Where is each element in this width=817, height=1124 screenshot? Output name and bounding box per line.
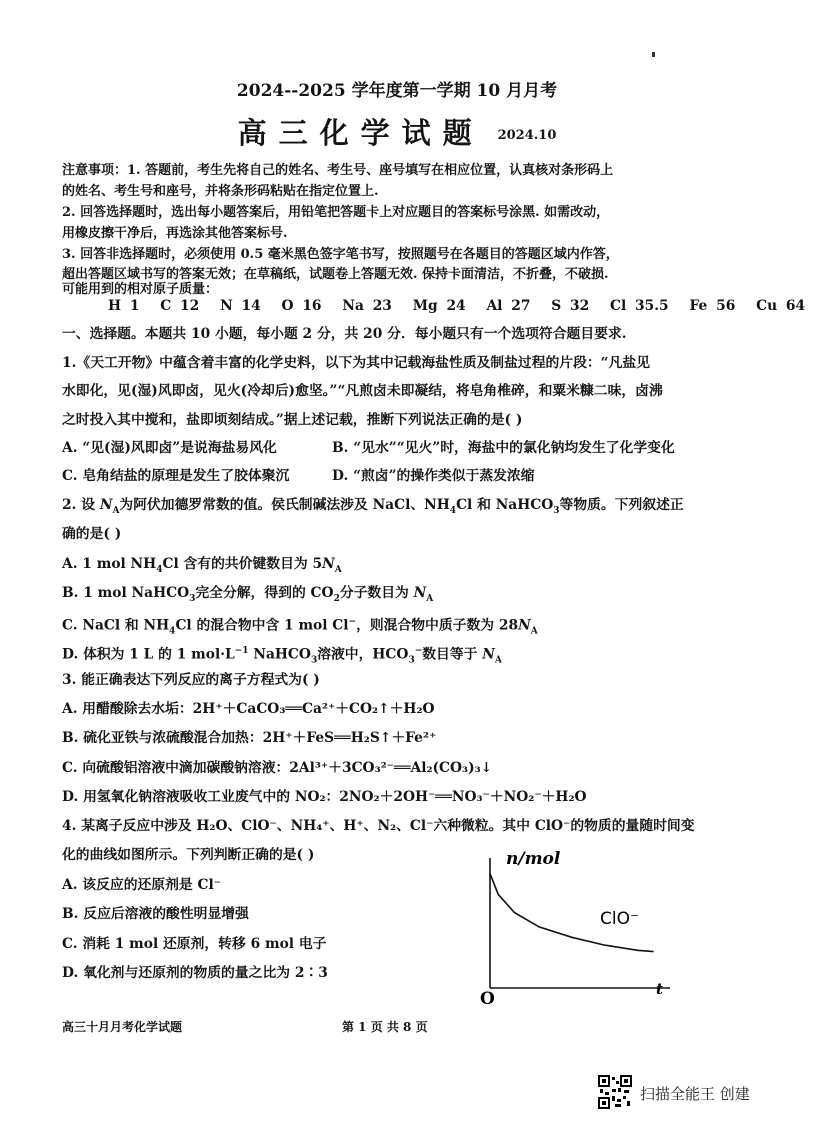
q3-line-1: 3. 能正确表达下列反应的离子方程式为( ) [62, 672, 320, 688]
notice-line-3: 2. 回答选择题时，选出每小题答案后，用铅笔把答题卡上对应题目的答案标号涂黑. 如需改动， [62, 205, 610, 220]
q2d-text: 溶液中，HCO [317, 646, 409, 663]
exam-title: 2024--2025 学年度第一学期 10 月月考 [236, 81, 558, 101]
q4-option-c: C. 消耗 1 mol 还原剂，转移 6 mol 电子 [62, 936, 327, 952]
notice-line-5: 3. 回答非选择题时，必须使用 0.5 毫米黑色签字笔书写，按照题号在各题目的答题区域内作答， [62, 247, 619, 262]
notice-line-1: 注意事项：1. 答题前，考生先将自己的姓名、考生号、座号填写在相应位置，认真核对条形码上 [62, 163, 614, 178]
footer-subject: 高三十月月考化学试题 [62, 1020, 183, 1034]
q2-line-1 [62, 495, 742, 521]
q1-option-d: D. “煎卤”的操作类似于蒸发浓缩 [332, 468, 535, 484]
paper-date: 2024.10 [497, 128, 557, 143]
mass-fe: Fe 56 [689, 298, 736, 314]
q3-option-d: D. 用氢氧化钠溶液吸收工业废气中的 NO₂：2NO₂＋2OH⁻══NO₃⁻＋NO₂⁻＋H₂O [62, 789, 587, 805]
q1-options-ab [62, 438, 742, 458]
q4-line-1: 4. 某离子反应中涉及 H₂O、ClO⁻、NH₄⁺、H⁺、N₂、Cl⁻六种微粒。其中 ClO⁻的物质的量随时间变 [62, 818, 695, 834]
q2d-sup: − [414, 646, 423, 656]
q2c-sup: − [348, 617, 357, 627]
q2d-sub: 3 [310, 655, 318, 666]
q4-line-2: 化的曲线如图所示。下列判断正确的是( ) [62, 847, 315, 863]
scanner-watermark-label: 扫描全能王 创建 [640, 1085, 750, 1103]
q2b-text: 完全分解，得到的 CO [195, 585, 334, 601]
q2-text: 2. 设 [62, 497, 100, 513]
mass-mg: Mg 24 [412, 298, 466, 314]
q2a-na: N [322, 556, 335, 572]
q2d-text: NaHCO [248, 646, 311, 663]
q2b-sub: 3 [189, 593, 196, 604]
q2-text: 为阿伏加德罗常数的值。侯氏制碱法涉及 NaCl、NH [119, 497, 450, 513]
notice-line-6: 超出答题区域书写的答案无效；在草稿纸，试题卷上答题无效. 保持卡面清洁，不折叠，不破损. [62, 267, 609, 282]
q2c-text: Cl 的混合物中含 1 mol Cl [175, 617, 349, 634]
q1-option-b: B. “见水”“见火”时，海盐中的氯化钠均发生了化学变化 [332, 440, 675, 456]
q2d-sup: −1 [234, 646, 249, 656]
q2b-text: 分子数目为 [339, 585, 414, 601]
q2-sub: 4 [449, 505, 457, 516]
q4-option-a: A. 该反应的还原剂是 Cl⁻ [62, 877, 221, 893]
q4-option-d: D. 氧化剂与还原剂的物质的量之比为 2∶3 [62, 965, 328, 981]
qr-code-icon [598, 1075, 632, 1109]
section-heading: 一、选择题。本题共 10 小题，每小题 2 分，共 20 分．每小题只有一个选项符合题目要求. [62, 326, 627, 342]
q2-sub: 3 [553, 505, 560, 516]
q1-line-2: 水即化，见(湿)风即卤，见火(冷却后)愈坚。”“凡煎卤未即凝结，将皂角椎碎，和粟米糠二味，卤沸 [62, 383, 663, 399]
mass-s: S 32 [551, 298, 590, 314]
mass-c: C 12 [160, 298, 200, 314]
footer-page-number: 第 1 页 共 8 页 [342, 1020, 428, 1034]
q2c-na-sub: A [530, 626, 538, 637]
q1-option-a: A. “见(湿)风即卤”是说海盐易风化 [62, 440, 277, 456]
mass-al: Al 27 [486, 298, 531, 314]
q2-na-symbol: N [99, 497, 113, 513]
q2b-na: N [413, 585, 427, 601]
q2-text: Cl 和 NaHCO [456, 497, 554, 513]
q2-line-2: 确的是( ) [62, 526, 122, 542]
q1-options-cd [62, 466, 742, 486]
q2-option-c [62, 612, 742, 641]
q2c-text: C. NaCl 和 NH [62, 617, 170, 634]
stray-mark [652, 52, 655, 57]
q2b-sub: 2 [333, 593, 340, 604]
q2a-na-sub: A [334, 564, 342, 575]
q2-na-sub: A [112, 505, 120, 516]
q2a-text: Cl 含有的共价键数目为 5 [162, 556, 323, 572]
mass-o: O 16 [281, 298, 322, 314]
q1-line-1: 1.《天工开物》中蕴含着丰富的化学史料，以下为其中记载海盐性质及制盐过程的片段：“凡盐见 [62, 355, 651, 371]
notice-line-7: 可能用到的相对原子质量： [62, 282, 219, 297]
notice-line-4: 用橡皮擦干净后，再选涂其他答案标号. [62, 226, 288, 241]
mass-h: H 1 [108, 298, 140, 314]
q2-option-a [62, 554, 742, 580]
series-label: ClO⁻ [600, 909, 639, 929]
mass-cu: Cu 64 [756, 298, 806, 314]
q2d-text: 数目等于 [422, 646, 483, 663]
q2d-na: N [482, 646, 495, 663]
q2d-sub: 3 [408, 655, 415, 666]
title-row [0, 111, 794, 152]
q2c-text: ，则混合物中质子数为 28 [356, 617, 519, 634]
y-axis-label: n/mol [506, 849, 561, 869]
paper-title: 高三化学试题 [237, 116, 484, 150]
mass-na: Na 23 [342, 298, 392, 314]
q2a-sub: 4 [156, 564, 163, 575]
q2-option-b [62, 583, 742, 609]
q3-option-a: A. 用醋酸除去水垢：2H⁺＋CaCO₃══Ca²⁺＋CO₂↑＋H₂O [62, 701, 435, 717]
q2d-na-sub: A [494, 655, 502, 666]
q2b-na-sub: A [426, 593, 434, 604]
q4-option-b: B. 反应后溶液的酸性明显增强 [62, 906, 249, 922]
mass-n: N 14 [220, 298, 261, 314]
q2-text: 等物质。下列叙述正 [559, 497, 684, 513]
q1-option-c: C. 皂角结盐的原理是发生了胶体聚沉 [62, 468, 290, 484]
q1-line-3: 之时投入其中搅和，盐即顷刻结成。”据上述记载，推断下列说法正确的是( ) [62, 412, 523, 428]
mass-cl: Cl 35.5 [610, 298, 669, 314]
q3-option-c: C. 向硫酸铝溶液中滴加碳酸钠溶液：2Al³⁺＋3CO₃²⁻══Al₂(CO₃)₃↓ [62, 760, 493, 776]
clo-minus-chart [470, 840, 680, 1010]
q2d-text: D. 体积为 1 L 的 1 mol·L [62, 646, 235, 663]
q2b-text: B. 1 mol NaHCO [62, 585, 190, 601]
q2a-text: A. 1 mol NH [62, 556, 157, 572]
q2c-sub: 4 [169, 626, 176, 637]
notice-line-2: 的姓名、考生号和座号，并将条形码粘贴在指定位置上. [62, 184, 379, 199]
x-axis-label: t [656, 980, 663, 998]
q2-option-d [62, 641, 742, 670]
atomic-mass-list [108, 298, 806, 314]
q3-option-b: B. 硫化亚铁与浓硫酸混合加热：2H⁺＋FeS══H₂S↑＋Fe²⁺ [62, 730, 437, 746]
q2c-na: N [518, 617, 531, 634]
origin-label: O [480, 989, 495, 1009]
